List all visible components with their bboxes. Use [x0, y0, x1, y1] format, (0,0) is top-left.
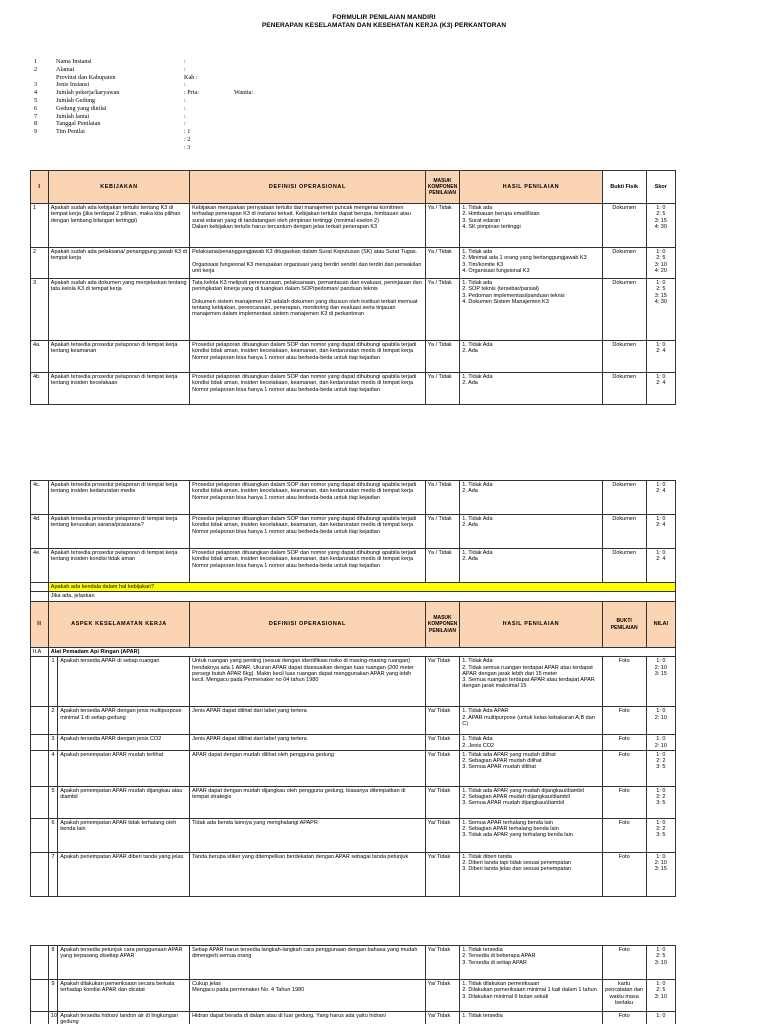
row-skor: 1: 0 2: 10 3: 15	[646, 852, 675, 896]
info-label: Jumlah Gedung	[56, 96, 96, 104]
kebijakan-row	[31, 248, 676, 279]
row-masuk: Ya/ Tidak	[425, 707, 460, 735]
col-bukti-header: Bukti Fisik	[602, 171, 646, 204]
col-skor-header: Skor	[646, 171, 675, 204]
row-bukti: Dokumen	[602, 373, 646, 405]
info-no: 3	[34, 81, 38, 89]
info-value: Kab :	[184, 73, 198, 81]
col-bukti-header-2: BUKTI PENILAIAN	[602, 602, 646, 648]
row-definition: Tanda berupa stiker yang ditempelkan berdekatan dengan APAR sebagai tanda petunjuk	[190, 852, 426, 896]
row-definition: Prosedur pelaporan dituangkan dalam SOP dan nomor yang dapat dihubungi apabila terjadi kondisi tidak aman, insiden kecelakaan, keamanan, dan kedaruratan medis di tempat kerja Nomor pelaporan bisa hanya 1 nomor atau berbeda-beda untuk tiap kejadian	[190, 515, 426, 549]
info-row	[34, 97, 253, 105]
row-hasil: 1. Tidak tersedia 2. Tersedia di beberapa APAR 3. Tersedia di setiap APAR	[460, 946, 602, 980]
row-definition: Prosedur pelaporan dituangkan dalam SOP dan nomor yang dapat dihubungi apabila terjadi kondisi tidak aman, insiden kecelakaan, keamanan, dan kedaruratan medis di tempat kerja Nomor pelaporan bisa hanya 1 nomor atau berbeda-beda untuk tiap kejadian	[190, 373, 426, 405]
kebijakan-table-continued	[30, 480, 676, 602]
row-spacer	[31, 750, 49, 786]
row-question: Apakah tersedia prosedur pelaporan di tempat kerja tentang kerusakan sarana/prasarana?	[48, 515, 189, 549]
row-question: Apakah sudah ada dokumen yang menjelaskan tentang tata kelola K3 di tempat kerja	[48, 279, 189, 341]
row-hasil: 1. Tidak Ada 2. Ada	[460, 515, 602, 549]
apar-row	[31, 786, 676, 818]
row-question: Apakah penempatan APAR tidak terhalang oleh benda lain	[58, 818, 190, 852]
row-masuk: Ya/ Tidak	[425, 750, 460, 786]
row-skor: 1: 0 2: 10	[646, 735, 675, 751]
row-hasil: 1. Tidak Ada 2. Ada	[460, 341, 602, 373]
col-definisi-header-2: DEFINISI OPERASIONAL	[190, 602, 426, 648]
info-row	[34, 136, 253, 144]
row-definition: Prosedur pelaporan dituangkan dalam SOP dan nomor yang dapat dihubungi apabila terjadi kondisi tidak aman, insiden kecelakaan, keamanan, dan kedaruratan medis di tempat kerja Nomor pelaporan bisa hanya 1 nomor atau berbeda-beda untuk tiap kejadian	[190, 549, 426, 583]
row-no: 8	[48, 946, 57, 980]
kebijakan-row	[31, 373, 676, 405]
row-definition: Prosedur pelaporan dituangkan dalam SOP dan nomor yang dapat dihubungi apabila terjadi kondisi tidak aman, insiden kecelakaan, keamanan, dan kedaruratan medis di tempat kerja Nomor pelaporan bisa hanya 1 nomor atau berbeda-beda untuk tiap kejadian	[190, 481, 426, 515]
row-skor: 1: 0 2: 10	[646, 707, 675, 735]
row-masuk: Ya / Tidak	[425, 204, 460, 248]
row-question: Apakah tersedia APAR di setiap ruangan	[58, 657, 190, 707]
row-skor: 1: 0 2: 5 3: 15 4: 30	[646, 204, 675, 248]
info-row	[34, 105, 253, 113]
row-question: Apakah tersedia APAR dengan jenis CO2	[58, 735, 190, 751]
row-hasil: 1. Tidak Ada APAR 2. APAR multipurpose (untuk kelas kebakaran A,B dan C)	[460, 707, 602, 735]
row-hasil: 1. Tidak Ada 2. Ada	[460, 549, 602, 583]
info-label	[56, 136, 184, 144]
info-no: 1	[34, 58, 38, 65]
row-skor: 1: 0 2: 2 3: 5	[646, 818, 675, 852]
row-bukti: Dokumen	[602, 279, 646, 341]
row-no: 2	[31, 248, 49, 279]
row-spacer	[31, 735, 49, 751]
row-no: 4e.	[31, 549, 49, 583]
row-no: 1	[48, 657, 57, 707]
row-masuk: Ya/ Tidak	[425, 946, 460, 980]
row-no: 3	[31, 279, 49, 341]
info-row	[34, 144, 253, 152]
subsection-no: II.A	[31, 648, 49, 657]
kendala-explain-row	[31, 592, 676, 601]
row-spacer	[31, 707, 49, 735]
row-no: 6	[48, 818, 57, 852]
apar-row	[31, 818, 676, 852]
info-value: :	[184, 58, 186, 65]
row-skor: 1: 0	[646, 1012, 675, 1024]
info-label: Gedung yang dinilai	[56, 104, 107, 112]
row-bukti: Dokumen	[602, 549, 646, 583]
row-hasil: 1. Tidak Ada 2. Ada	[460, 481, 602, 515]
info-no	[34, 74, 56, 82]
info-no: 4	[34, 89, 38, 97]
row-masuk: Ya/ Tidak	[425, 818, 460, 852]
row-spacer	[31, 852, 49, 896]
row-definition: Jenis APAR dapat dilihat dari label yang tertera	[190, 707, 426, 735]
row-masuk: Ya/ Tidak	[425, 980, 460, 1012]
row-masuk: Ya / Tidak	[425, 279, 460, 341]
info-no	[34, 136, 56, 144]
row-question: Apakah penempatan APAR mudah terlihat	[58, 750, 190, 786]
row-hasil: 1. Tidak tersedia	[460, 1012, 602, 1024]
info-label: Provinsi dan Kabupaten	[56, 73, 116, 81]
row-masuk: Ya/ Tidak	[425, 852, 460, 896]
row-hasil: 1. Tidak ada APAR yang mudah dijangkau/diambil 2. Sebagian APAR mudah dijangkau/diambil 3. Semua APAR mudah dijangkau/diambil	[460, 786, 602, 818]
row-question: Apakah tersedia APAR dengan jenis multipurpose minimal 1 di setiap gedung	[58, 707, 190, 735]
row-skor: 1: 0 2: 5 3: 10	[646, 980, 675, 1012]
row-hasil: 1. Tidak ada 2. Himbauan berupa email/lisan 3. Surat edaran 4. SK pimpinan tertinggi	[460, 204, 602, 248]
row-no: 4c.	[31, 481, 49, 515]
row-no: 5	[48, 786, 57, 818]
row-spacer	[31, 1012, 49, 1024]
form-subtitle: PENERAPAN KESELAMATAN DAN KESEHATAN KERJA (K3) PERKANTORAN	[261, 22, 507, 29]
row-masuk: Ya / Tidak	[425, 515, 460, 549]
row-bukti: Dokumen	[602, 481, 646, 515]
info-no: 5	[34, 96, 38, 104]
row-bukti: Dokumen	[602, 341, 646, 373]
form-title: FORMULIR PENILAIAN MANDIRI	[332, 14, 436, 21]
info-row	[34, 74, 253, 82]
kebijakan-row	[31, 204, 676, 248]
row-question: Apakah tersedia prosedur pelaporan di tempat kerja tentang insiden kondisi tidak aman	[48, 549, 189, 583]
row-definition: Pelaksana/penanggungjawab K3 ditugaskan dalam Surat Keputusan (SK) atau Surat Tugas. Organisasi fungsional K3 merupakan organisasi yang berdiri sendiri dan terdiri dari perwakilan unit kerja	[190, 248, 426, 279]
row-question: Apakah penempatan APAR diberi tanda yang jelas	[58, 852, 190, 896]
info-row	[34, 120, 253, 128]
row-skor: 1: 0 2: 2 3: 5	[646, 786, 675, 818]
info-value: : Pria:	[184, 89, 199, 97]
apar-row	[31, 707, 676, 735]
row-bukti: Foto	[602, 707, 646, 735]
row-skor: 1: 0 2: 5 3: 10	[646, 946, 675, 980]
row-definition: Kebijakan merupakan pernyataan tertulis dari manajemen puncak mengenai komitmen terhadap penerapan K3 di instansi terkait. Kebijakan tertulis dapat berupa, himbauan atau surat edaran yang di tandatangani oleh pimpinan tertinggi (minimal eselon 2) Dalam kebijakan tertulis harus tercantum dengan jelas terkait penerapan K3	[190, 204, 426, 248]
row-bukti: Foto	[602, 1012, 646, 1024]
row-bukti: Foto	[602, 946, 646, 980]
keselamatan-table	[30, 601, 676, 897]
row-masuk: Ya / Tidak	[425, 341, 460, 373]
row-no: 4	[48, 750, 57, 786]
info-row	[34, 81, 253, 89]
col-definisi-header: DEFINISI OPERASIONAL	[190, 171, 426, 204]
info-label: Alamat	[56, 65, 75, 73]
apar-row	[31, 750, 676, 786]
info-no: 7	[34, 112, 38, 120]
row-no: 4b.	[31, 373, 49, 405]
kebijakan-row	[31, 515, 676, 549]
info-value: : 3	[184, 143, 191, 151]
row-skor: 1: 0 2: 4	[646, 341, 675, 373]
row-bukti: Dokumen	[602, 515, 646, 549]
row-no: 7	[48, 852, 57, 896]
row-spacer	[31, 980, 49, 1012]
info-row	[34, 58, 253, 66]
keselamatan-header-row	[31, 602, 676, 648]
row-spacer	[31, 818, 49, 852]
row-definition: Prosedur pelaporan dituangkan dalam SOP dan nomor yang dapat dihubungi apabila terjadi kondisi tidak aman, insiden kecelakaan, keamanan, dan kedaruratan medis di tempat kerja Nomor pelaporan bisa hanya 1 nomor atau berbeda-beda untuk tiap kejadian	[190, 341, 426, 373]
kebijakan-row	[31, 549, 676, 583]
identity-info-block	[34, 58, 253, 152]
col-no-header-2: II	[31, 602, 49, 648]
row-spacer	[31, 657, 49, 707]
kebijakan-header-row	[31, 171, 676, 204]
col-nilai-header: NILAI	[646, 602, 675, 648]
row-masuk: Ya / Tidak	[425, 549, 460, 583]
info-value: :	[184, 112, 186, 120]
apar-row	[31, 657, 676, 707]
info-label: Tim Penilai	[56, 128, 85, 136]
row-bukti: Foto	[602, 657, 646, 707]
kendala-question-row	[31, 583, 676, 592]
info-no: 6	[34, 104, 38, 112]
info-value: : 1	[184, 128, 191, 136]
row-hasil: 1. Tidak Ada 2. Tidak semua ruangan terdapat APAR atau terdapat APAR dengan jarak lebih dari 15 meter 3. Semua ruangan terdapat APAR atau terdapat APAR dengan jarak maksimal 15	[460, 657, 602, 707]
info-value: :	[184, 104, 186, 112]
apar-row	[31, 735, 676, 751]
row-masuk: Ya / Tidak	[425, 248, 460, 279]
info-label: Tanggal Penilaian	[56, 120, 101, 128]
row-bukti: Foto	[602, 852, 646, 896]
row-no: 4a.	[31, 341, 49, 373]
row-no: 2	[48, 707, 57, 735]
row-hasil: 1. Tidak diberi tanda 2. Diberi tanda tapi tidak sesuai penempatan 3. Diberi tanda jelas dan sesuai penempatan	[460, 852, 602, 896]
row-hasil: 1. Tidak Ada 2. Jenis CO2	[460, 735, 602, 751]
kendala-question: Apakah ada kendala dalam hal kebijakan?	[48, 583, 675, 592]
info-row	[34, 89, 253, 97]
row-definition: Tidak ada benda lainnya yang menghalangi APAPR	[190, 818, 426, 852]
row-no: 1	[31, 204, 49, 248]
row-skor: 1: 0 2: 4	[646, 549, 675, 583]
row-no: 3	[48, 735, 57, 751]
row-masuk: Ya/ Tidak	[425, 657, 460, 707]
row-no: 10	[48, 1012, 57, 1024]
row-skor: 1: 0 2: 5 3: 15 4: 30	[646, 279, 675, 341]
row-masuk: Ya / Tidak	[425, 481, 460, 515]
row-bukti: Dokumen	[602, 204, 646, 248]
apar-row	[31, 980, 676, 1012]
col-aspek-header: ASPEK KESELAMATAN KERJA	[48, 602, 189, 648]
row-bukti: Foto	[602, 818, 646, 852]
col-kebijakan-header: KEBIJAKAN	[48, 171, 189, 204]
col-hasil-header: HASIL PENILAIAN	[460, 171, 602, 204]
row-hasil: 1. Tidak ada 2. SOP teknis (tersebar/parsial) 3. Pedoman implementasi/panduan teknis 4. Dokumen Sistem Manajemen K3	[460, 279, 602, 341]
row-bukti: Foto	[602, 750, 646, 786]
keselamatan-table-continued	[30, 945, 676, 1024]
row-hasil: 1. Tidak ada 2. Minimal ada 1 orang yang bertanggungjawab K3 3. Tim/komite K3 4. Organisasi fungsional K3	[460, 248, 602, 279]
row-bukti: kartu pencatatan dan waktu masa berlaku	[602, 980, 646, 1012]
subsection-title: Alat Pemadam Api Ringan (APAR)	[48, 648, 675, 657]
info-label: Jumlah pekerja/karyawan	[56, 89, 120, 97]
kebijakan-row	[31, 481, 676, 515]
row-question: Apakah penempatan APAR mudah dijangkau atau diambil	[58, 786, 190, 818]
info-value: : 2	[184, 135, 191, 143]
row-definition: Untuk ruangan yang penting (sesuai dengan identifikasi risiko di masing-masing ruangan) hendaknya ada 1 APAR. Ukuran APAR dapat disesuaikan dengan luas ruangan (200 meter persegi butuh APAR 6kg). Makin kecil luas ruangan dapat menggunakan APAR yang lebih kecil. Mengacu pada Permenaker no 04 tahun 1980	[190, 657, 426, 707]
info-label: Nama Instansi	[56, 58, 92, 65]
info-value: :	[184, 81, 186, 89]
row-hasil: 1. Semua APAR terhalang benda lain 2. Sebagian APAR terhalang benda lain 3. Tidak ada APAR yang terhalang benda lain	[460, 818, 602, 852]
info-label: Jumlah lantai	[56, 112, 90, 120]
row-question: Apakah tersedia prosedur pelaporan di tempat kerja tentang insiden kedaruratan medis	[48, 481, 189, 515]
info-value: :	[184, 96, 186, 104]
row-hasil: 1. Tidak Ada 2. Ada	[460, 373, 602, 405]
info-no: 8	[34, 120, 38, 128]
row-definition: Setiap APAR harus tersedia langkah-langkah cara penggunaan dengan bahasa yang mudah dimengerti semua orang	[190, 946, 426, 980]
row-definition: Cukup jelas Mengacu pada permenaker No. 4 Tahun 1980	[190, 980, 426, 1012]
col-masuk-header: MASUK KOMPONEN PENILAIAN	[425, 171, 460, 204]
apar-row	[31, 1012, 676, 1024]
row-definition: Tata kelola K3 meliputi perencanaan, pelaksanaan, pemantauan dan evaluasi, peninjauan dan peningkatan kinerja yang di tuangkan dalam SOP/pedoman/ panduan teknis Dokumen sistem manajemen K3 adalah dokumen yang disusun oleh institusi terkait memuat tentang kebijakan, perencanaan, penerapan, monitoring dan evaluasi serta tinjauan manajemen dalam implementasi sistem manajemen K3 di perkantoran	[190, 279, 426, 341]
row-spacer	[31, 786, 49, 818]
apar-row	[31, 852, 676, 896]
row-skor: 1: 0 2: 4	[646, 481, 675, 515]
row-no: 9	[48, 980, 57, 1012]
kebijakan-row	[31, 279, 676, 341]
info-row	[34, 113, 253, 121]
row-masuk: Ya/ Tidak	[425, 786, 460, 818]
row-question: Apakah tersedia hidran/ landon air di lingkungan gedung	[58, 1012, 190, 1024]
row-question: Apakah sudah ada kebijakan tertulis tentang K3 di tempat kerja (jika terdapat 2 pilihan, maka kita pilihan dengan lambang bilangan tertinggi)	[48, 204, 189, 248]
row-no: 4d.	[31, 515, 49, 549]
kebijakan-row	[31, 341, 676, 373]
row-skor: 1: 0 2: 4	[646, 515, 675, 549]
info-row	[34, 128, 253, 136]
info-row	[34, 66, 253, 74]
row-skor: 1: 0 2: 5 3: 10 4: 20	[646, 248, 675, 279]
row-masuk: Ya/ Tidak	[425, 735, 460, 751]
row-definition: Hidran dapat berada di dalam atau di luar gedung. Yang harus ada yaitu hidran/	[190, 1012, 426, 1024]
row-question: Apakah tersedia prosedur pelaporan di tempat kerja tentang insiden kecelakaan	[48, 373, 189, 405]
info-label: Jenis Instansi	[56, 81, 90, 89]
row-hasil: 1. Tidak ada APAR yang mudah dilihat 2. Sebagian APAR mudah dilihat 3. Semua APAR mudah dilihat	[460, 750, 602, 786]
kebijakan-table	[30, 170, 676, 405]
row-bukti: Foto	[602, 786, 646, 818]
col-masuk-header-2: MASUK KOMPONEN PENILAIAN	[425, 602, 460, 648]
col-hasil-header-2: HASIL PENILAIAN	[460, 602, 602, 648]
row-masuk: Ya/ Tidak	[425, 1012, 460, 1024]
info-no: 9	[34, 128, 38, 136]
row-bukti: Dokumen	[602, 248, 646, 279]
info-value: :	[184, 65, 186, 73]
row-question: Apakah tersedia prosedur pelaporan di tempat kerja tentang keamanan	[48, 341, 189, 373]
row-definition: APAR dapat dengan mudah dijangkau oleh pengguna gedung, biasanya ditempatkan di tempat strategis	[190, 786, 426, 818]
row-skor: 1: 0 2: 4	[646, 373, 675, 405]
apar-subsection-row	[31, 648, 676, 657]
info-no	[34, 144, 56, 152]
row-bukti: Foto	[602, 735, 646, 751]
info-label	[56, 144, 184, 152]
row-question: Apakah dilakukan pemeriksaan secara berkala terhadap kondisi APAR dan dicatat	[58, 980, 190, 1012]
info-extra: Wanita:	[234, 89, 254, 97]
row-definition: APAR dapat dengan mudah dilihat oleh pengguna gedung	[190, 750, 426, 786]
row-masuk: Ya / Tidak	[425, 373, 460, 405]
row-hasil: 1. Tidak dilakukan pemeriksaan 2. Dilakukan pemeriksaan minimal 1 kali dalam 1 tahun 3. Dilakukan minimal 6 bulan sekali	[460, 980, 602, 1012]
row-definition: Jenis APAR dapat dilihat dari label yang tertera	[190, 735, 426, 751]
row-skor: 1: 0 2: 2 3: 5	[646, 750, 675, 786]
col-no-header: I	[31, 171, 49, 204]
kendala-explain: Jika ada, jelaskan	[48, 592, 675, 601]
info-no: 2	[34, 65, 38, 73]
info-value: :	[184, 120, 186, 128]
row-question: Apakah tersedia petunjuk cara penggunaan APAR yang terpasang disetiap APAR	[58, 946, 190, 980]
row-spacer	[31, 946, 49, 980]
row-question: Apakah sudah ada pelaksana/ penanggung jawab K3 di tempat kerja	[48, 248, 189, 279]
row-skor: 1: 0 2: 10 3: 15	[646, 657, 675, 707]
apar-row	[31, 946, 676, 980]
